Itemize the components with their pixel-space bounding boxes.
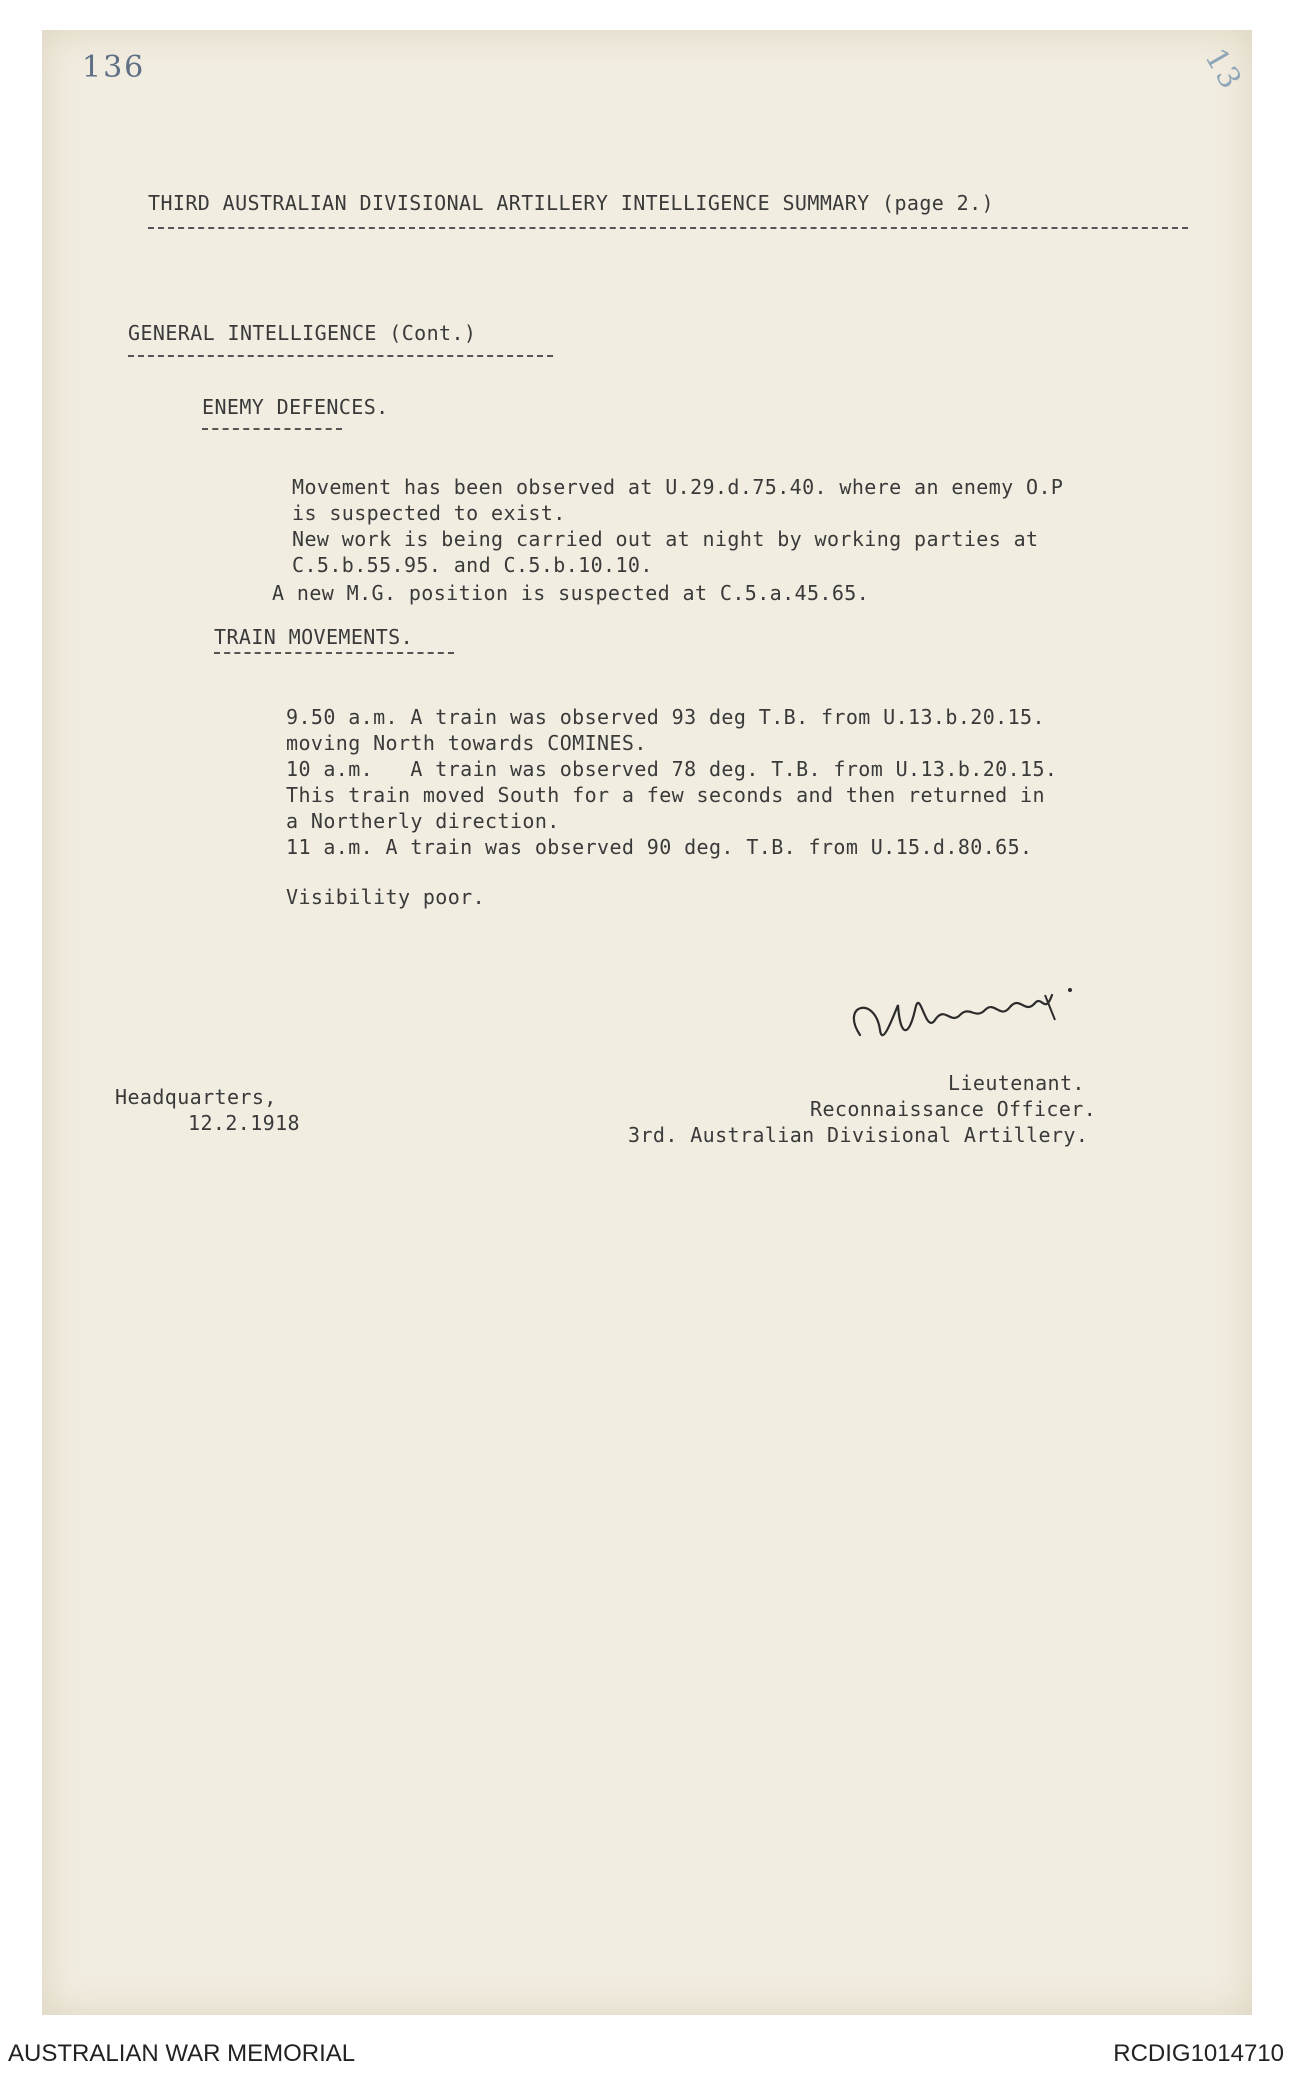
train-movement-line: 9.50 a.m. A train was observed 93 deg T.B. from U.13.b.20.15. xyxy=(286,705,1045,729)
general-intelligence-heading: GENERAL INTELLIGENCE (Cont.) xyxy=(128,321,477,345)
enemy-defences-underline xyxy=(202,428,342,430)
handwritten-signature xyxy=(820,965,1120,1075)
train-movement-line: 10 a.m. A train was observed 78 deg. T.B. from U.13.b.20.15. xyxy=(286,757,1058,781)
folio-corner-stamp: 13 xyxy=(1197,42,1249,97)
train-movement-line: 11 a.m. A train was observed 90 deg. T.B. from U.15.d.80.65. xyxy=(286,835,1033,859)
train-movement-line: This train moved South for a few seconds and then returned in xyxy=(286,783,1045,807)
signatory-rank: Lieutenant. xyxy=(948,1071,1085,1095)
footer-institution: AUSTRALIAN WAR MEMORIAL xyxy=(8,2040,356,2067)
signatory-unit: 3rd. Australian Divisional Artillery. xyxy=(628,1123,1089,1147)
origin-place: Headquarters, xyxy=(115,1085,277,1109)
enemy-defences-line: New work is being carried out at night by working parties at xyxy=(292,527,1039,551)
enemy-defences-heading: ENEMY DEFENCES. xyxy=(202,395,389,419)
origin-date: 12.2.1918 xyxy=(188,1111,300,1135)
enemy-defences-line: A new M.G. position is suspected at C.5.a.45.65. xyxy=(272,581,870,605)
visibility-note: Visibility poor. xyxy=(286,885,486,909)
folio-stamp: 136 xyxy=(82,50,146,85)
enemy-defences-line: Movement has been observed at U.29.d.75.40. where an enemy O.P xyxy=(292,475,1064,499)
signatory-role: Reconnaissance Officer. xyxy=(810,1097,1097,1121)
train-movements-heading: TRAIN MOVEMENTS. xyxy=(214,625,414,649)
train-movement-line: a Northerly direction. xyxy=(286,809,560,833)
enemy-defences-line: C.5.b.55.95. and C.5.b.10.10. xyxy=(292,553,653,577)
enemy-defences-line: is suspected to exist. xyxy=(292,501,566,525)
train-movement-line: moving North towards COMINES. xyxy=(286,731,647,755)
document-title: THIRD AUSTRALIAN DIVISIONAL ARTILLERY INTELLIGENCE SUMMARY (page 2.) xyxy=(148,191,994,215)
train-movements-underline xyxy=(214,652,454,654)
footer-reference-id: RCDIG1014710 xyxy=(1113,2040,1284,2067)
general-intelligence-underline xyxy=(128,355,553,357)
title-underline xyxy=(148,227,1188,229)
